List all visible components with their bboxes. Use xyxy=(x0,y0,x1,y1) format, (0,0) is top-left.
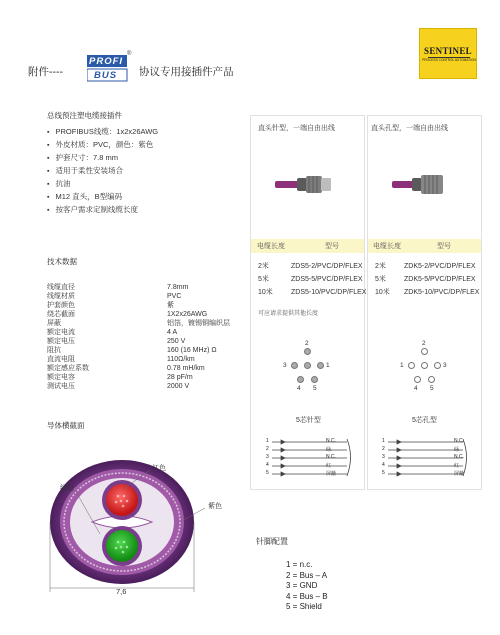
female-pin-face: 2 1 3 4 5 xyxy=(400,340,447,392)
feature-item: ▪ M12 直头，B型编码 xyxy=(47,191,158,204)
feature-item: ▪ 护套尺寸：7.8 mm xyxy=(47,152,158,165)
female-row-length: 2米 xyxy=(375,263,386,270)
pinout-list xyxy=(286,560,328,613)
wire-label: N.C. xyxy=(326,438,336,444)
male-wiring: 1 2 3 4 5 N.C. 绿 N.C. 红 屏蔽 xyxy=(262,436,362,486)
tech-row: 线缆材质 PVC xyxy=(47,293,182,300)
male-connector-image xyxy=(275,170,335,200)
title-suffix: 协议专用接插件产品 xyxy=(139,66,234,78)
female-row-length: 5米 xyxy=(375,276,386,283)
wire-label: N.C. xyxy=(454,438,464,444)
female-row-length: 10米 xyxy=(375,289,390,296)
female-row-model: ZDK5-2/PVC/DP/FLEX xyxy=(404,263,476,270)
logo-registered: ® xyxy=(127,51,132,57)
tech-row: 直流电阻 110Ω/km xyxy=(47,356,195,363)
label-dimension: 7,6 xyxy=(116,587,127,596)
tech-title: 技术数据 xyxy=(47,257,77,266)
female-col-length: 电缆长度 xyxy=(373,243,401,250)
feature-item: ▪ 抗油 xyxy=(47,178,158,191)
feature-item: ▪ 按客户需求定制线缆长度 xyxy=(47,204,158,217)
wire-label: 红 xyxy=(326,463,332,469)
product-title: 总线预注塑电缆接插件 xyxy=(47,111,122,120)
wire-label: 屏蔽 xyxy=(326,471,337,477)
male-row-model: ZDS5-10/PVC/DP/FLEX xyxy=(291,289,367,296)
wire-label: 屏蔽 xyxy=(454,471,465,477)
male-col-length: 电缆长度 xyxy=(257,243,285,250)
female-caption: 直头孔型，一端自由出线 xyxy=(371,125,448,132)
tech-row: 屏蔽 铝箔，镀锡铜编织层 xyxy=(47,320,230,327)
tech-row: 额定电容 28 pF/m xyxy=(47,374,193,381)
cross-section-title: 导体横截面 xyxy=(47,421,85,430)
pinout-row: 2 = Bus – A xyxy=(286,570,328,580)
tech-row: 额定感应系数 0.78 mH/km xyxy=(47,365,205,372)
male-row-length: 5米 xyxy=(258,276,269,283)
pinout-title: 针脚配置 xyxy=(256,537,288,546)
wire-label: 绿 xyxy=(326,447,332,453)
sentinel-logo xyxy=(419,28,477,79)
label-red: 红色 xyxy=(152,465,166,472)
male-col-model: 型号 xyxy=(325,243,339,250)
logo-text-bottom: BUS xyxy=(94,70,118,81)
female-pin-label: 5芯孔型 xyxy=(412,417,437,424)
label-purple: 紫色 xyxy=(208,503,222,510)
tech-row: 线缆直径 7.8mm xyxy=(47,284,189,291)
feature-item: ▪ 适用于柔性安装场合 xyxy=(47,165,158,178)
male-row-model: ZDS5-2/PVC/DP/FLEX xyxy=(291,263,363,270)
wire-label: 绿 xyxy=(454,447,460,453)
female-row-model: ZDK5-5/PVC/DP/FLEX xyxy=(404,276,476,283)
male-pin-face: 2 3 1 4 5 xyxy=(283,340,330,392)
feature-list xyxy=(47,126,158,217)
brand-name: SENTINEL xyxy=(424,46,472,56)
tech-table xyxy=(47,283,247,391)
pinout-row: 4 = Bus – B xyxy=(286,591,328,601)
tech-row: 阻抗 160 (16 MHz) Ω xyxy=(47,347,217,354)
male-row-length: 2米 xyxy=(258,263,269,270)
tech-row: 额定电流 4 A xyxy=(47,329,178,336)
pinout-row: 5 = Shield xyxy=(286,602,322,611)
pinout-row: 1 = n.c. xyxy=(286,560,313,569)
wire-label: N.C. xyxy=(454,454,464,460)
tech-row: 测试电压 2000 V xyxy=(47,383,190,390)
female-wiring: 1 2 3 4 5 N.C. 绿 N.C. 红 屏蔽 xyxy=(378,436,478,486)
feature-item: ▪ 外皮材质：PVC，颜色：紫色 xyxy=(47,139,158,152)
brand-tagline: PROCESS CONTROL AUTOMATION xyxy=(422,58,476,62)
wire-label: N.C. xyxy=(326,454,336,460)
tech-row: 护套颜色 紫 xyxy=(47,302,174,309)
male-pin-label: 5芯针型 xyxy=(296,417,321,424)
logo-text-top: PROFI xyxy=(89,56,124,67)
label-green: 绿色 xyxy=(60,485,74,492)
tech-row: 额定电压 250 V xyxy=(47,338,186,345)
male-caption: 直头针型，一端自由出线 xyxy=(258,125,335,132)
male-row-model: ZDS5-5/PVC/DP/FLEX xyxy=(291,276,363,283)
male-row-length: 10米 xyxy=(258,289,273,296)
female-col-model: 型号 xyxy=(437,243,451,250)
cable-cross-section xyxy=(40,450,240,600)
other-lengths-note: 可应请求提供其他长度 xyxy=(258,311,319,317)
female-row-model: ZDK5-10/PVC/DP/FLEX xyxy=(404,289,480,296)
wire-label: 红 xyxy=(454,463,460,469)
tech-row: 绕芯截面 1X2x26AWG xyxy=(47,311,208,318)
profibus-logo xyxy=(87,51,132,82)
female-connector-image xyxy=(392,170,452,200)
title-prefix: 附件---- xyxy=(28,66,63,78)
pinout-row: 3 = GND xyxy=(286,581,318,590)
feature-item: ▪ PROFIBUS线缆：1x2x26AWG xyxy=(47,126,158,139)
